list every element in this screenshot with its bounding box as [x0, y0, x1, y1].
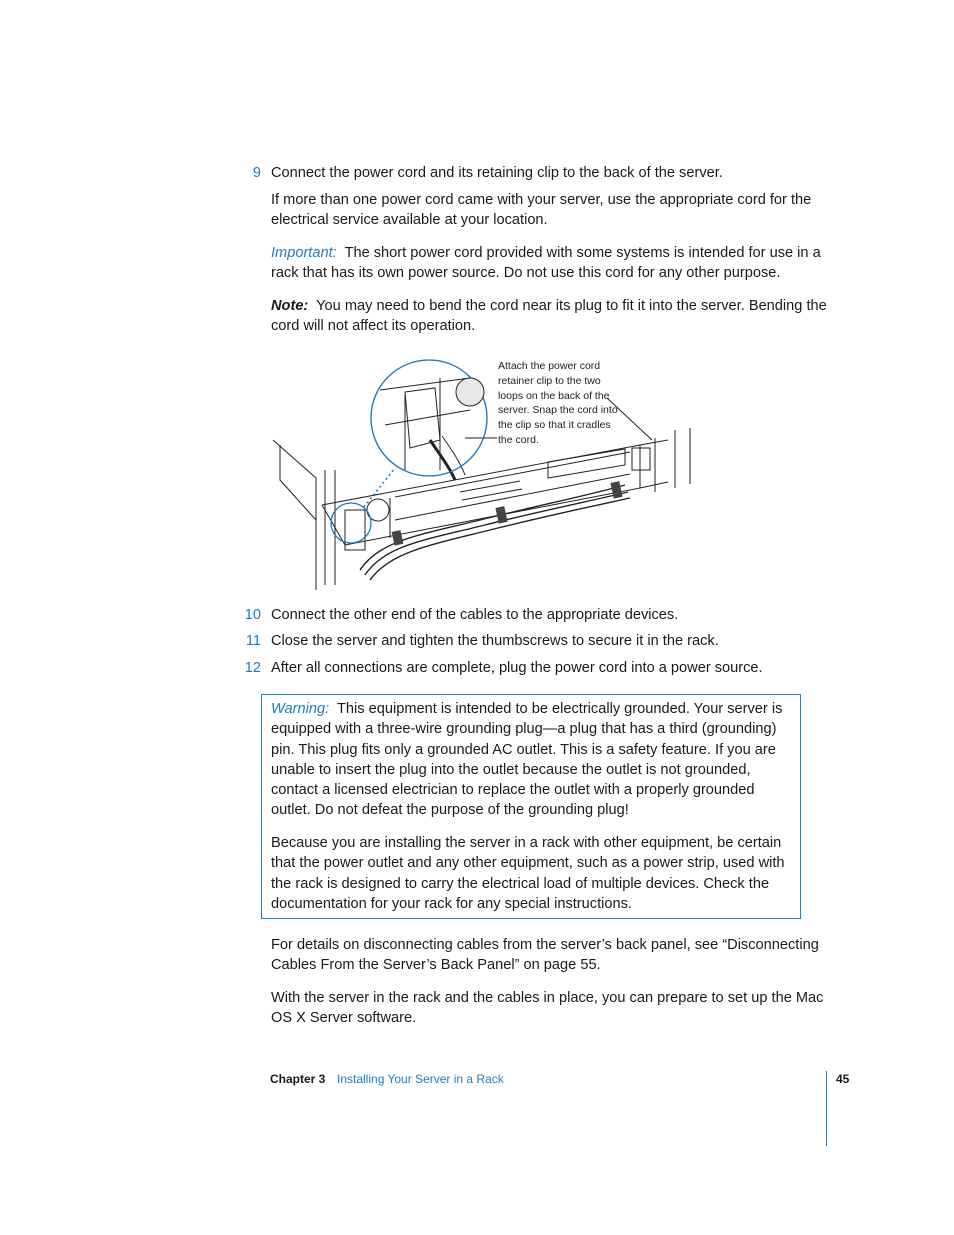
- warning-paragraph: [271, 699, 791, 821]
- step-text: Connect the power cord and its retaining clip to the back of the server.: [271, 165, 723, 181]
- footer-chapter: Chapter 3: [270, 1072, 326, 1086]
- step-number: 10: [244, 607, 261, 623]
- note: [271, 296, 827, 337]
- page-number: 45: [836, 1072, 850, 1086]
- footer-chapter-title: Installing Your Server in a Rack: [337, 1072, 504, 1086]
- paragraph: If more than one power cord came with your server, use the appropriate cord for the electrical service available at your location.: [271, 192, 812, 229]
- note-text: You may need to bend the cord near its plug to fit it into the server. Bending the cord will not affect its operation.: [271, 298, 827, 335]
- important-note: [271, 243, 827, 284]
- warning-label: Warning:: [271, 701, 330, 717]
- step-number: 12: [244, 660, 261, 676]
- important-text: The short power cord provided with some systems is intended for use in a rack that has its own power source. Do not use this cord for any other purpose.: [271, 245, 821, 282]
- step-text: After all connections are complete, plug the power cord into a power source.: [271, 660, 763, 676]
- footer-divider: [826, 1071, 827, 1146]
- step-text: Connect the other end of the cables to the appropriate devices.: [271, 607, 679, 623]
- warning-box: [261, 694, 801, 919]
- server-power-cord-illustration: [265, 355, 705, 590]
- paragraph: With the server in the rack and the cables in place, you can prepare to set up the Mac OS X Server software.: [271, 990, 824, 1027]
- warning-text: This equipment is intended to be electrically grounded. Your server is equipped with a three-wire grounding plug—a plug that has a third (grounding) pin. This plug fits only a grounded AC outlet. This is a safety feature. If you are unable to insert the plug into the outlet because the outlet is not grounded, contact a licensed electrician to replace the outlet with a properly grounded outlet. Do not defeat the purpose of the grounding plug!: [271, 701, 783, 819]
- note-label: Note:: [271, 298, 309, 314]
- important-label: Important:: [271, 245, 337, 261]
- warning-paragraph-2: Because you are installing the server in a rack with other equipment, be certain that the power outlet and any other equipment, such as a power strip, used with the rack is designed to carry the electrical load of multiple devices. Check the documentation for your rack for any special instructions.: [271, 835, 785, 912]
- figure-callout: Attach the power cord retainer clip to the two loops on the back of the server. Snap the cord into the clip so that it cradles the cord.: [498, 360, 618, 446]
- step-number: 9: [252, 165, 261, 181]
- paragraph: For details on disconnecting cables from the server’s back panel, see “Disconnecting Cables From the Server’s Back Panel” on page 55.: [271, 937, 819, 974]
- step-number: 11: [245, 633, 261, 649]
- step-text: Close the server and tighten the thumbscrews to secure it in the rack.: [271, 633, 719, 649]
